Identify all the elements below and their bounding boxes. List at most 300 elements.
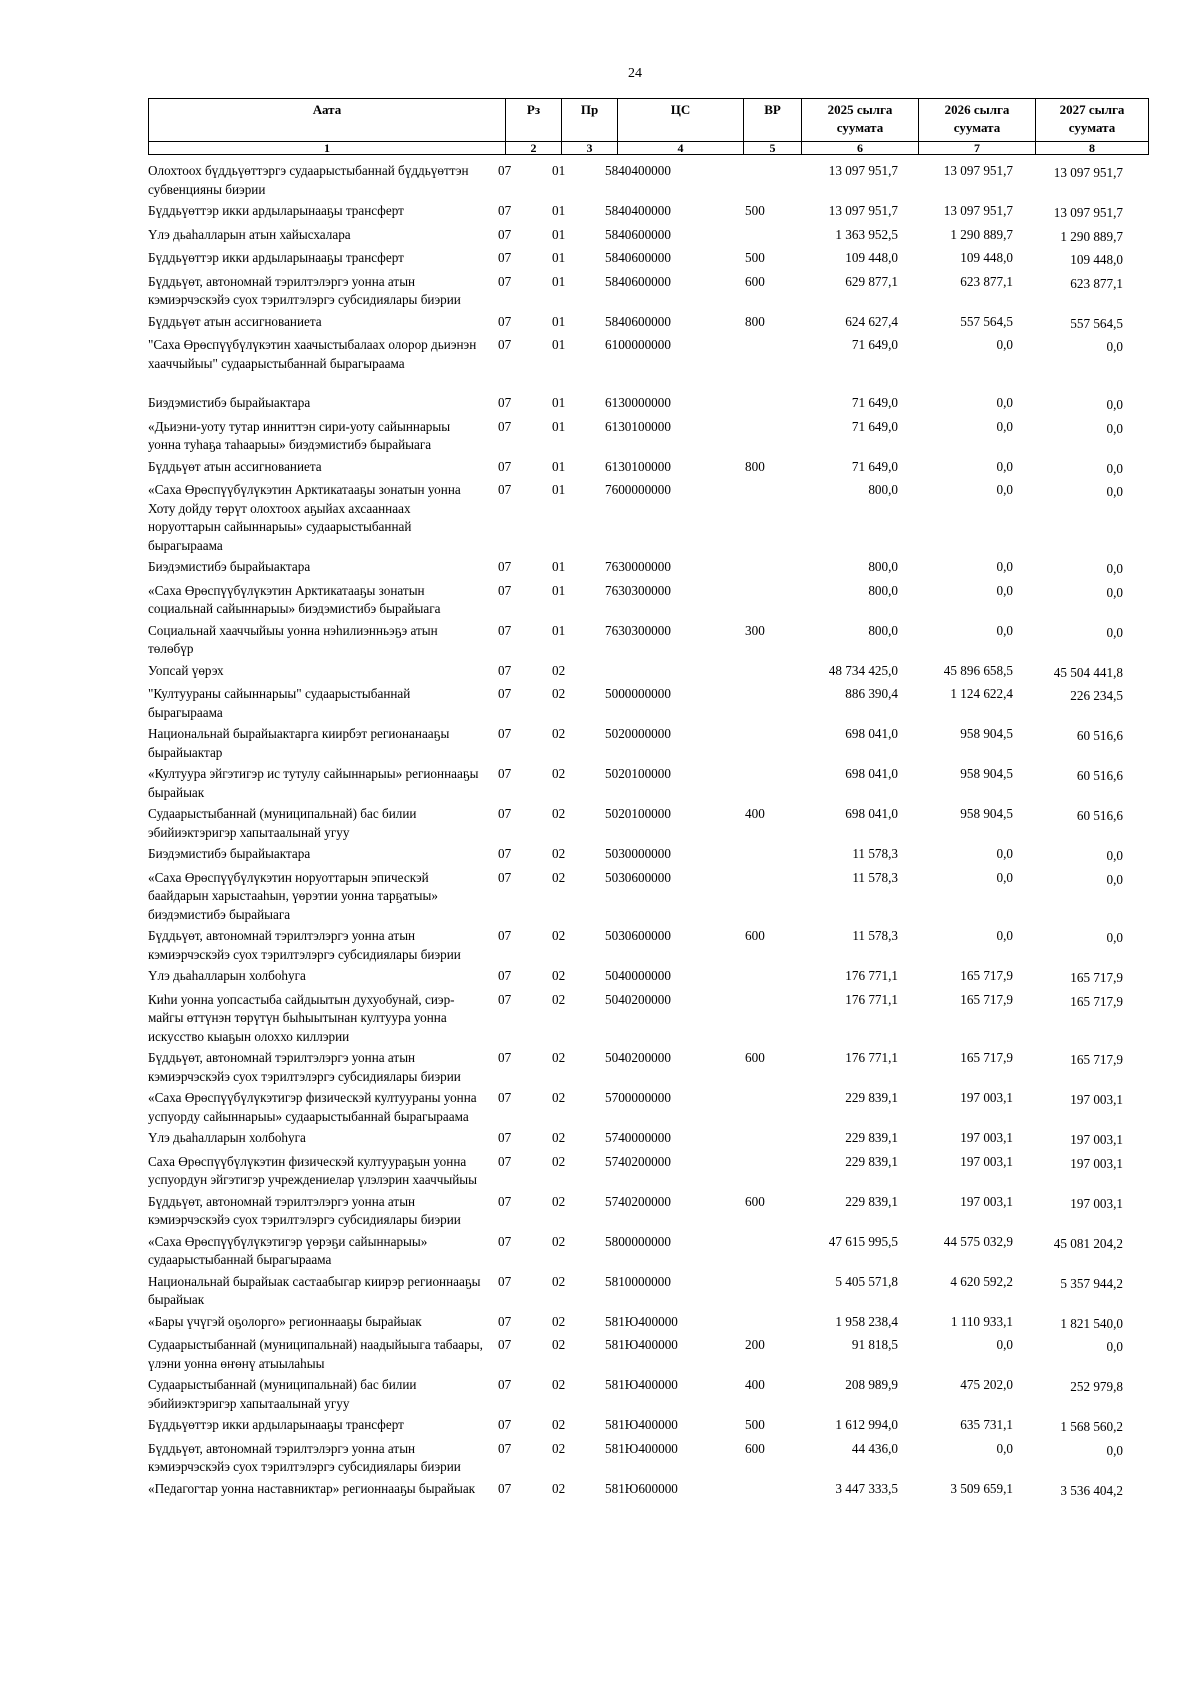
row-pr: 01 <box>552 395 566 410</box>
row-rz: 07 <box>498 1377 512 1392</box>
col-num-6: 6 <box>802 142 919 155</box>
row-rz: 07 <box>498 968 512 983</box>
row-rz: 07 <box>498 846 512 861</box>
row-value-2027: 226 234,5 <box>1070 688 1123 703</box>
table-row <box>148 1313 1123 1334</box>
col-num-3: 3 <box>562 142 618 155</box>
row-value-2027: 197 003,1 <box>1070 1155 1123 1171</box>
row-cs: 5030000000 <box>605 846 671 861</box>
row-vr: 500 <box>745 250 765 265</box>
row-rz: 07 <box>498 662 512 678</box>
row-value-2027: 5 357 944,2 <box>1060 1275 1123 1291</box>
row-vr: 200 <box>745 1337 765 1352</box>
table-row <box>148 1273 1123 1310</box>
row-value-2027: 197 003,1 <box>1070 1132 1123 1147</box>
row-value-2025: 229 839,1 <box>845 1130 898 1145</box>
row-value-2027: 0,0 <box>1106 871 1123 887</box>
table-row <box>148 226 1123 247</box>
row-value-2026: 958 904,5 <box>960 766 1013 781</box>
row-pr: 01 <box>552 163 566 178</box>
row-rz: 07 <box>498 482 512 497</box>
col-header-pr: Пр <box>562 99 618 142</box>
row-cs: 5040000000 <box>605 968 671 983</box>
row-rz: 07 <box>498 313 512 329</box>
row-pr: 02 <box>552 1337 566 1352</box>
row-name: "Саха Өрөспүүбүлүкэтин хаачыстыбалаах олорор дьиэнэн хааччыйыы" судаарыстыбаннай бырагыраама <box>148 337 477 371</box>
row-name: Бүддьүөт атын ассигнованиета <box>148 458 322 474</box>
row-value-2027: 1 568 560,2 <box>1060 1419 1123 1434</box>
row-pr: 01 <box>552 226 566 242</box>
table-body <box>148 162 1123 1503</box>
row-value-2026: 165 717,9 <box>960 1050 1013 1065</box>
row-value-2026: 4 620 592,2 <box>950 1273 1013 1289</box>
row-value-2025: 91 818,5 <box>851 1337 898 1352</box>
row-name: «Саха Өрөспүүбүлүкэтин норуоттарын эпическэй баайдарын харыстааһын, үөрэтии уонна тарҕатыы» биэдэмистибэ бырайыага <box>148 869 438 922</box>
row-cs: 6100000000 <box>605 337 671 352</box>
table-row <box>148 481 1123 555</box>
row-value-2027: 3 536 404,2 <box>1060 1482 1123 1498</box>
row-pr: 02 <box>552 1130 566 1145</box>
table-row <box>148 1416 1123 1437</box>
row-value-2025: 71 649,0 <box>851 458 898 474</box>
col-header-2026: 2026 сылга суумата <box>919 99 1036 142</box>
row-name: Национальнай бырайыак састаабыгар киирэр регионнааҕы бырайыак <box>148 1273 481 1307</box>
row-vr: 800 <box>745 458 765 474</box>
row-name: Олохтоох бүддьүөттэргэ судаарыстыбаннай бүддьүөттэн субвенцияны биэрии <box>148 163 469 197</box>
col-num-2: 2 <box>506 142 562 155</box>
row-name: «Саха Өрөспүүбүлүкэтин Арктикатааҕы зонатын уонна Хоту дойду төрүт олохтоох аҕыйах ахсааннаах норуоттарын сайыннарыы» судаарыстыбаннай бырагыраама <box>148 482 461 553</box>
row-value-2027: 623 877,1 <box>1070 275 1123 291</box>
row-name: Биэдэмистибэ бырайыактара <box>148 559 311 574</box>
row-value-2027: 165 717,9 <box>1070 1052 1123 1067</box>
row-rz: 07 <box>498 395 512 410</box>
table-row <box>148 202 1123 223</box>
table-header <box>148 98 1149 155</box>
row-cs: 5840400000 <box>605 203 671 218</box>
row-cs: 5020000000 <box>605 726 671 741</box>
row-pr: 01 <box>552 418 566 434</box>
row-value-2027: 60 516,6 <box>1076 768 1123 783</box>
row-value-2026: 165 717,9 <box>960 968 1013 983</box>
table-row <box>148 1129 1123 1150</box>
table-row <box>148 249 1123 270</box>
table-row <box>148 765 1123 802</box>
row-value-2026: 1 290 889,7 <box>950 226 1013 242</box>
row-cs: 5840400000 <box>605 163 671 178</box>
row-cs: 5840600000 <box>605 273 671 289</box>
col-num-1: 1 <box>149 142 506 155</box>
table-row <box>148 418 1123 455</box>
row-name: Биэдэмистибэ бырайыактара <box>148 395 311 410</box>
row-cs: 5700000000 <box>605 1090 671 1105</box>
row-vr: 600 <box>745 1193 765 1209</box>
col-header-2025: 2025 сылга суумата <box>802 99 919 142</box>
table-row <box>148 336 1123 373</box>
row-rz: 07 <box>498 991 512 1007</box>
table-row <box>148 622 1123 659</box>
row-name: Үлэ дьаһалларын холбоһуга <box>148 1130 306 1145</box>
row-pr: 02 <box>552 1313 566 1329</box>
row-value-2027: 252 979,8 <box>1070 1379 1123 1394</box>
row-rz: 07 <box>498 928 512 943</box>
row-value-2026: 0,0 <box>996 559 1013 574</box>
row-vr: 600 <box>745 1050 765 1065</box>
col-header-2027: 2027 сылга суумата <box>1036 99 1149 142</box>
table-row <box>148 1049 1123 1086</box>
table-row <box>148 662 1123 683</box>
table-row <box>148 273 1123 310</box>
row-value-2027: 0,0 <box>1106 1339 1123 1354</box>
row-value-2025: 624 627,4 <box>845 313 898 329</box>
row-value-2026: 3 509 659,1 <box>950 1480 1013 1496</box>
row-value-2026: 0,0 <box>996 395 1013 410</box>
row-value-2026: 197 003,1 <box>960 1153 1013 1169</box>
row-rz: 07 <box>498 622 512 638</box>
row-pr: 01 <box>552 313 566 329</box>
row-value-2025: 13 097 951,7 <box>828 163 898 178</box>
row-name: «Дьиэни-уоту тутар инниттэн сири-уоту сайыннарыы уонна туһаҕа таһаарыы» биэдэмистибэ бырайыага <box>148 418 451 452</box>
table-row <box>148 725 1123 762</box>
row-rz: 07 <box>498 163 512 178</box>
row-value-2027: 109 448,0 <box>1070 252 1123 267</box>
table-row <box>148 869 1123 925</box>
row-name: «Саха Өрөспүүбүлүкэтигэр физическэй култуураны уонна успуорду сайыннарыы» судаарыстыбаннай бырагыраама <box>148 1090 477 1124</box>
col-header-rz: Рз <box>506 99 562 142</box>
row-value-2027: 0,0 <box>1106 624 1123 640</box>
table-row <box>148 967 1123 988</box>
row-value-2026: 958 904,5 <box>960 806 1013 821</box>
row-cs: 5020100000 <box>605 806 671 821</box>
row-cs: 5000000000 <box>605 686 671 701</box>
row-value-2026: 165 717,9 <box>960 991 1013 1007</box>
row-rz: 07 <box>498 766 512 781</box>
row-pr: 02 <box>552 686 566 701</box>
row-value-2025: 629 877,1 <box>845 273 898 289</box>
table-row <box>148 1336 1123 1373</box>
row-value-2027: 197 003,1 <box>1070 1195 1123 1211</box>
row-cs: 6130100000 <box>605 458 671 474</box>
row-name: "Култуураны сайыннарыы" судаарыстыбаннай бырагыраама <box>148 686 411 720</box>
col-num-4: 4 <box>618 142 744 155</box>
row-value-2025: 48 734 425,0 <box>828 662 898 678</box>
row-cs: 5030600000 <box>605 928 671 943</box>
row-name: Саха Өрөспүүбүлүкэтин физическэй култуураҕын уонна успуордун эйгэтигэр учреждениелар үлэлэрин хааччыйыы <box>148 1153 477 1187</box>
row-rz: 07 <box>498 1440 512 1456</box>
table-row <box>148 1089 1123 1126</box>
row-value-2026: 197 003,1 <box>960 1193 1013 1209</box>
row-pr: 02 <box>552 662 566 678</box>
row-cs: 5040200000 <box>605 1050 671 1065</box>
row-value-2026: 1 124 622,4 <box>950 686 1013 701</box>
row-value-2027: 0,0 <box>1106 420 1123 436</box>
row-value-2027: 0,0 <box>1106 1442 1123 1458</box>
row-value-2025: 1 612 994,0 <box>835 1417 898 1432</box>
row-value-2025: 176 771,1 <box>845 968 898 983</box>
table-row <box>148 1376 1123 1413</box>
row-value-2025: 698 041,0 <box>845 726 898 741</box>
row-pr: 01 <box>552 273 566 289</box>
row-value-2027: 557 564,5 <box>1070 315 1123 331</box>
row-value-2026: 0,0 <box>996 1440 1013 1456</box>
row-value-2025: 1 958 238,4 <box>835 1313 898 1329</box>
row-value-2025: 800,0 <box>868 622 898 638</box>
row-pr: 01 <box>552 582 566 598</box>
row-pr: 02 <box>552 1417 566 1432</box>
row-value-2025: 229 839,1 <box>845 1090 898 1105</box>
row-cs: 581Ю400000 <box>605 1417 678 1432</box>
row-name: Бүддьүөт, автономнай тэрилтэлэргэ уонна атын кэмиэрчэскэйэ суох тэрилтэлэргэ субсидиялары биэрии <box>148 1440 461 1474</box>
row-value-2027: 165 717,9 <box>1070 970 1123 985</box>
row-pr: 02 <box>552 1050 566 1065</box>
row-value-2026: 0,0 <box>996 482 1013 497</box>
row-value-2026: 958 904,5 <box>960 726 1013 741</box>
row-value-2027: 0,0 <box>1106 930 1123 945</box>
row-pr: 02 <box>552 726 566 741</box>
row-cs: 5740200000 <box>605 1153 671 1169</box>
page-number: 24 <box>628 66 642 81</box>
row-value-2026: 45 896 658,5 <box>943 662 1013 678</box>
row-value-2025: 800,0 <box>868 482 898 497</box>
row-name: Үлэ дьаһалларын холбоһуга <box>148 968 306 983</box>
row-pr: 02 <box>552 1153 566 1169</box>
col-header-cs: ЦС <box>618 99 744 142</box>
table-row <box>148 458 1123 479</box>
row-name: Судаарыстыбаннай (муниципальнай) бас билии эбийиэктэригэр хапытаалынай угуу <box>148 806 417 840</box>
row-name: «Саха Өрөспүүбүлүкэтин Арктикатааҕы зонатын социальнай сайыннарыы» биэдэмистибэ бырайыага <box>148 582 441 616</box>
table-row <box>148 1440 1123 1477</box>
row-value-2025: 176 771,1 <box>845 991 898 1007</box>
table-row <box>148 1193 1123 1230</box>
row-value-2027: 0,0 <box>1106 561 1123 576</box>
row-name: Уопсай үөрэх <box>148 662 224 678</box>
row-name: Бүддьүөт, автономнай тэрилтэлэргэ уонна атын кэмиэрчэскэйэ суох тэрилтэлэргэ субсидиялары биэрии <box>148 928 461 962</box>
row-value-2025: 176 771,1 <box>845 1050 898 1065</box>
row-pr: 02 <box>552 991 566 1007</box>
row-pr: 01 <box>552 337 566 352</box>
row-cs: 7600000000 <box>605 482 671 497</box>
row-value-2025: 71 649,0 <box>851 418 898 434</box>
row-rz: 07 <box>498 726 512 741</box>
row-value-2025: 11 578,3 <box>852 869 898 885</box>
col-header-name: Аата <box>149 99 506 142</box>
row-vr: 500 <box>745 203 765 218</box>
row-name: Судаарыстыбаннай (муниципальнай) наадыйыыга табаары, үлэни уонна өҥөнү атыылаһыы <box>148 1337 483 1371</box>
row-pr: 01 <box>552 203 566 218</box>
row-value-2026: 0,0 <box>996 1337 1013 1352</box>
table-row <box>148 927 1123 964</box>
col-num-8: 8 <box>1036 142 1149 155</box>
row-value-2027: 0,0 <box>1106 848 1123 863</box>
row-rz: 07 <box>498 1090 512 1105</box>
row-value-2026: 0,0 <box>996 622 1013 638</box>
table-row <box>148 1480 1123 1501</box>
row-value-2027: 1 821 540,0 <box>1060 1315 1123 1331</box>
row-value-2026: 109 448,0 <box>960 250 1013 265</box>
col-num-5: 5 <box>744 142 802 155</box>
row-value-2026: 13 097 951,7 <box>943 163 1013 178</box>
row-pr: 01 <box>552 559 566 574</box>
row-rz: 07 <box>498 1050 512 1065</box>
col-num-7: 7 <box>919 142 1036 155</box>
row-vr: 300 <box>745 622 765 638</box>
row-cs: 581Ю600000 <box>605 1480 678 1496</box>
row-rz: 07 <box>498 1313 512 1329</box>
row-value-2027: 45 081 204,2 <box>1053 1235 1123 1251</box>
row-pr: 01 <box>552 458 566 474</box>
row-value-2025: 71 649,0 <box>851 337 898 352</box>
row-pr: 01 <box>552 250 566 265</box>
row-value-2025: 800,0 <box>868 582 898 598</box>
row-pr: 02 <box>552 1440 566 1456</box>
row-value-2026: 0,0 <box>996 928 1013 943</box>
row-name: Киһи уонна уопсастыба сайдыытын духуобунай, сиэр-майгы өттүнэн төрүтүн быһыытынан култуура уонна искусство кыаҕын олоххо киллэрии <box>148 991 455 1044</box>
row-pr: 01 <box>552 482 566 497</box>
row-pr: 02 <box>552 1090 566 1105</box>
row-pr: 02 <box>552 806 566 821</box>
row-vr: 600 <box>745 1440 765 1456</box>
row-value-2026: 197 003,1 <box>960 1130 1013 1145</box>
row-value-2026: 0,0 <box>996 869 1013 885</box>
row-name: «Бары үчүгэй оҕолорго» регионнааҕы бырайыак <box>148 1313 422 1329</box>
row-cs: 7630300000 <box>605 622 671 638</box>
row-value-2026: 1 110 933,1 <box>950 1313 1013 1329</box>
row-pr: 02 <box>552 968 566 983</box>
row-cs: 581Ю400000 <box>605 1313 678 1329</box>
row-rz: 07 <box>498 806 512 821</box>
col-header-vr: ВР <box>744 99 802 142</box>
row-pr: 01 <box>552 622 566 638</box>
row-pr: 02 <box>552 1480 566 1496</box>
row-pr: 02 <box>552 1233 566 1249</box>
row-value-2027: 0,0 <box>1106 460 1123 476</box>
row-cs: 7630300000 <box>605 582 671 598</box>
row-cs: 5020100000 <box>605 766 671 781</box>
row-name: Үлэ дьаһалларын атын хайысхалара <box>148 226 351 242</box>
row-value-2025: 71 649,0 <box>851 395 898 410</box>
row-rz: 07 <box>498 686 512 701</box>
row-cs: 5740000000 <box>605 1130 671 1145</box>
row-vr: 600 <box>745 928 765 943</box>
row-value-2027: 13 097 951,7 <box>1053 165 1123 180</box>
row-value-2027: 0,0 <box>1106 484 1123 499</box>
row-rz: 07 <box>498 1153 512 1169</box>
row-pr: 02 <box>552 928 566 943</box>
row-name: Бүддьүөттэр икки ардыларынааҕы трансферт <box>148 1417 404 1432</box>
row-name: Бүддьүөт, автономнай тэрилтэлэргэ уонна атын кэмиэрчэскэйэ суох тэрилтэлэргэ субсидиялары биэрии <box>148 273 461 307</box>
row-value-2027: 13 097 951,7 <box>1053 205 1123 220</box>
row-rz: 07 <box>498 203 512 218</box>
row-vr: 400 <box>745 1377 765 1392</box>
row-rz: 07 <box>498 337 512 352</box>
row-value-2026: 44 575 032,9 <box>943 1233 1013 1249</box>
row-value-2025: 886 390,4 <box>845 686 898 701</box>
row-name: Бүддьүөт, автономнай тэрилтэлэргэ уонна атын кэмиэрчэскэйэ суох тэрилтэлэргэ субсидиялары биэрии <box>148 1050 461 1084</box>
row-value-2025: 13 097 951,7 <box>828 203 898 218</box>
row-rz: 07 <box>498 1480 512 1496</box>
row-value-2026: 13 097 951,7 <box>943 203 1013 218</box>
row-value-2026: 0,0 <box>996 846 1013 861</box>
row-value-2025: 208 989,9 <box>845 1377 898 1392</box>
table-row <box>148 845 1123 866</box>
row-rz: 07 <box>498 458 512 474</box>
row-rz: 07 <box>498 1273 512 1289</box>
row-value-2027: 197 003,1 <box>1070 1092 1123 1107</box>
row-cs: 5800000000 <box>605 1233 671 1249</box>
row-cs: 5840600000 <box>605 250 671 265</box>
row-name: Судаарыстыбаннай (муниципальнай) бас билии эбийиэктэригэр хапытаалынай угуу <box>148 1377 417 1411</box>
row-value-2027: 165 717,9 <box>1070 993 1123 1009</box>
row-pr: 02 <box>552 869 566 885</box>
row-value-2026: 635 731,1 <box>960 1417 1013 1432</box>
row-pr: 02 <box>552 846 566 861</box>
row-pr: 02 <box>552 1273 566 1289</box>
row-cs: 6130000000 <box>605 395 671 410</box>
row-name: Национальнай бырайыактарга киирбэт регионанааҕы бырайыактар <box>148 726 450 760</box>
row-vr: 400 <box>745 806 765 821</box>
row-rz: 07 <box>498 1130 512 1145</box>
row-vr: 800 <box>745 313 765 329</box>
row-value-2027: 60 516,6 <box>1076 808 1123 823</box>
row-cs: 5810000000 <box>605 1273 671 1289</box>
row-value-2025: 11 578,3 <box>852 846 898 861</box>
row-value-2025: 5 405 571,8 <box>835 1273 898 1289</box>
row-value-2025: 698 041,0 <box>845 806 898 821</box>
row-cs: 5840600000 <box>605 226 671 242</box>
row-cs: 581Ю400000 <box>605 1377 678 1392</box>
row-cs: 6130100000 <box>605 418 671 434</box>
row-value-2026: 0,0 <box>996 458 1013 474</box>
table-row <box>148 558 1123 579</box>
row-name: Бүддьүөттэр икки ардыларынааҕы трансферт <box>148 250 404 265</box>
row-pr: 02 <box>552 1193 566 1209</box>
row-name: «Педагогтар уонна наставниктар» регионнааҕы бырайыак <box>148 1480 476 1496</box>
row-vr: 500 <box>745 1417 765 1432</box>
row-rz: 07 <box>498 250 512 265</box>
table-row <box>148 805 1123 842</box>
table-row <box>148 582 1123 619</box>
row-value-2027: 0,0 <box>1106 397 1123 412</box>
row-value-2027: 45 504 441,8 <box>1053 664 1123 680</box>
row-name: «Саха Өрөспүүбүлүкэтигэр үөрэҕи сайыннарыы» судаарыстыбаннай бырагыраама <box>148 1233 428 1267</box>
row-value-2025: 47 615 995,5 <box>828 1233 898 1249</box>
row-vr: 600 <box>745 273 765 289</box>
row-value-2025: 229 839,1 <box>845 1153 898 1169</box>
row-value-2025: 11 578,3 <box>852 928 898 943</box>
row-cs: 5030600000 <box>605 869 671 885</box>
row-name: Социальнай хааччыйыы уонна нэһилиэнньэҕэ атын төлөбүр <box>148 622 438 656</box>
row-value-2025: 229 839,1 <box>845 1193 898 1209</box>
row-cs: 581Ю400000 <box>605 1337 678 1352</box>
row-cs: 581Ю400000 <box>605 1440 678 1456</box>
row-rz: 07 <box>498 1233 512 1249</box>
row-value-2025: 1 363 952,5 <box>835 226 898 242</box>
table-row <box>148 991 1123 1047</box>
row-value-2026: 0,0 <box>996 582 1013 598</box>
row-rz: 07 <box>498 226 512 242</box>
row-rz: 07 <box>498 582 512 598</box>
row-value-2026: 475 202,0 <box>960 1377 1013 1392</box>
row-value-2025: 44 436,0 <box>851 1440 898 1456</box>
table-row <box>148 394 1123 415</box>
row-value-2026: 557 564,5 <box>960 313 1013 329</box>
row-name: Бүддьүөт, автономнай тэрилтэлэргэ уонна атын кэмиэрчэскэйэ суох тэрилтэлэргэ субсидиялары биэрии <box>148 1193 461 1227</box>
table-row <box>148 313 1123 334</box>
row-rz: 07 <box>498 559 512 574</box>
row-rz: 07 <box>498 1337 512 1352</box>
table-row <box>148 685 1123 722</box>
row-value-2026: 0,0 <box>996 418 1013 434</box>
row-value-2027: 60 516,6 <box>1076 728 1123 743</box>
